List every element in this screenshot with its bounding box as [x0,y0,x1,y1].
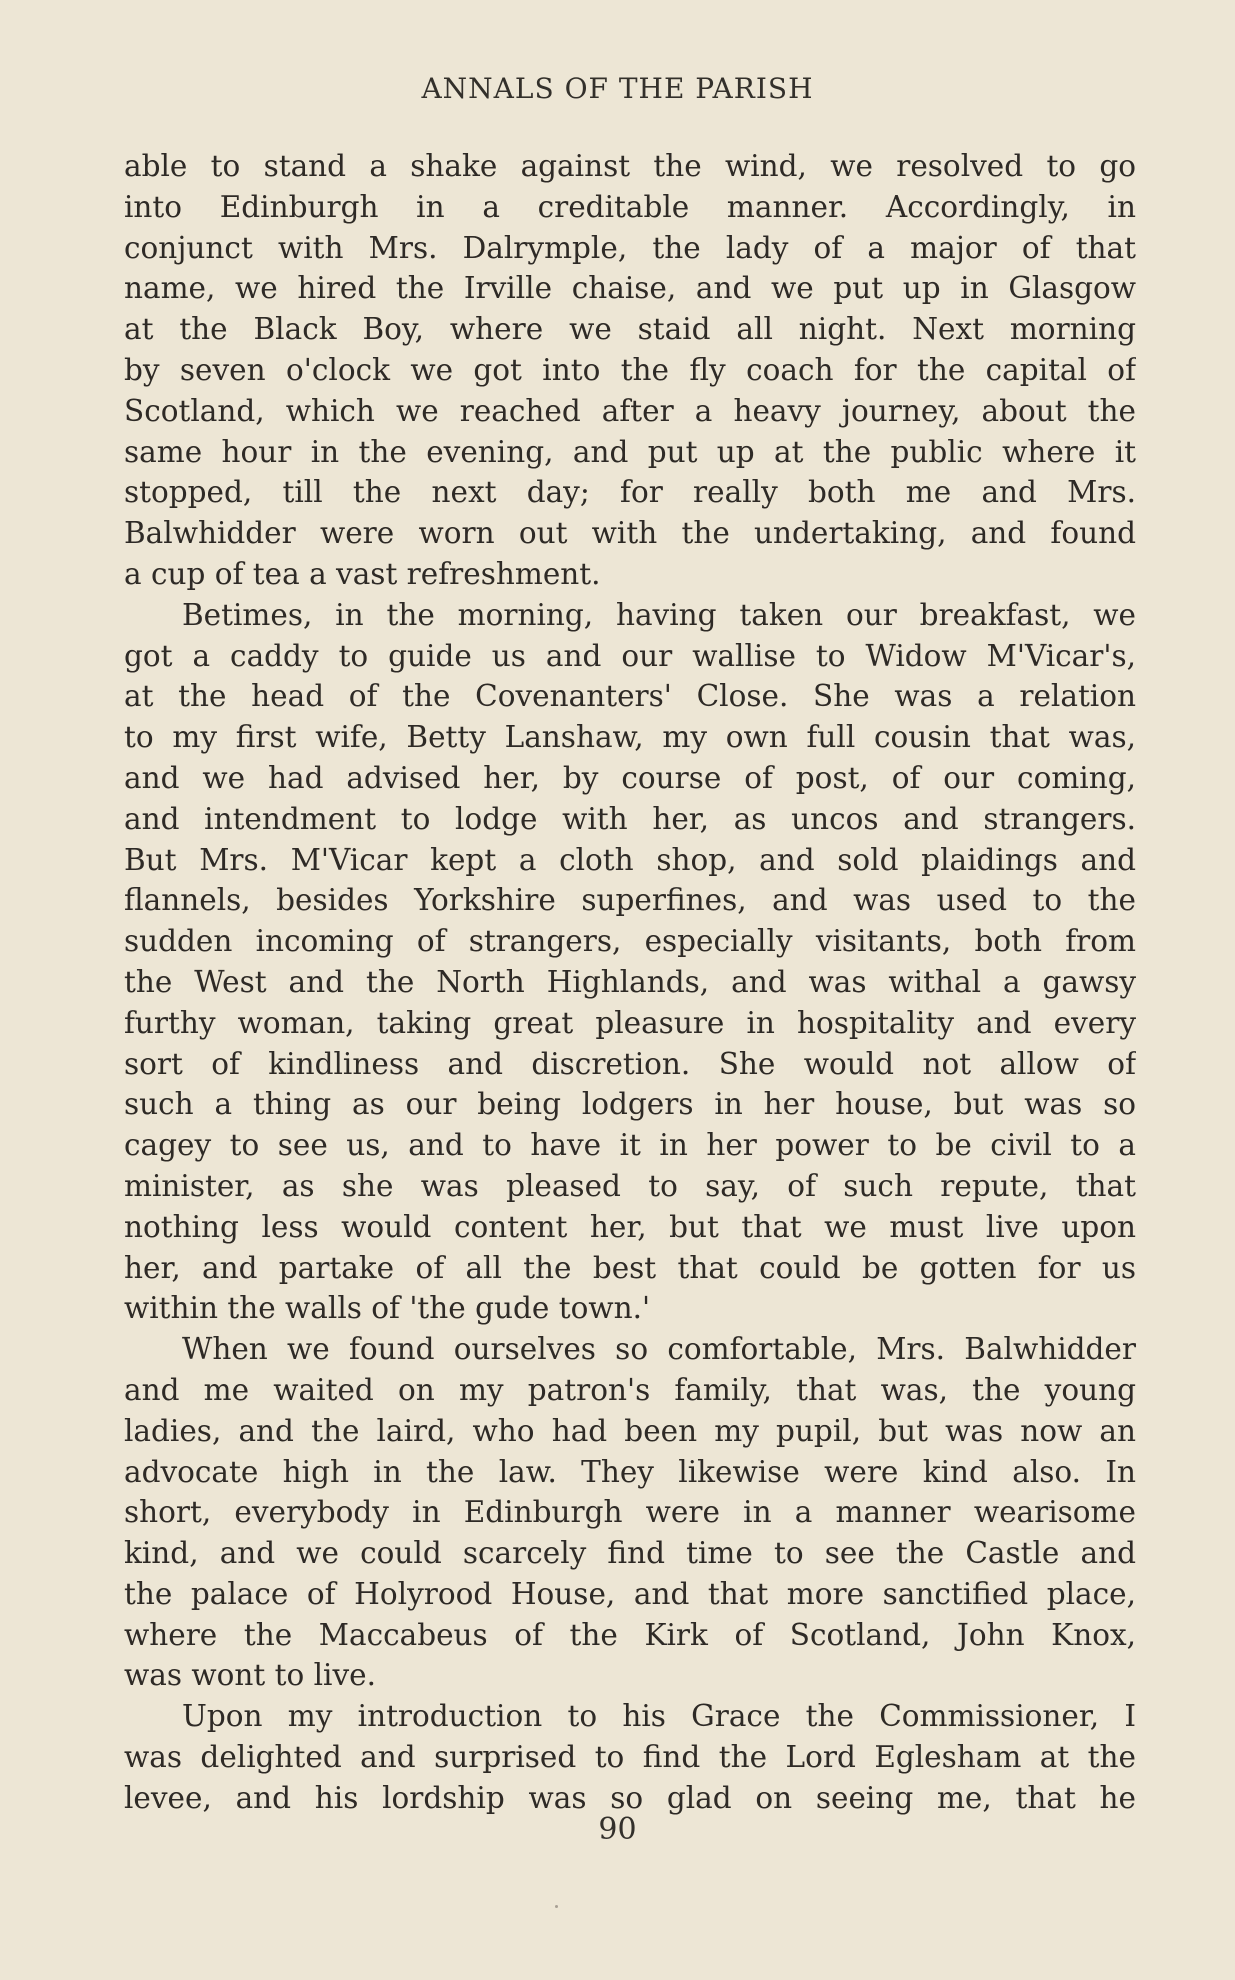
text-line: got a caddy to guide us and our wallise to Widow M'Vicar's, [124,638,1136,673]
text-line: sudden incoming of strangers, especially visitants, both from [124,924,1136,959]
text-line: name, we hired the Irville chaise, and we put up in Glasgow [124,271,1136,306]
text-line: Upon my introduction to his Grace the Commissioner, I [182,1699,1136,1734]
paper-speck [555,1905,558,1908]
text-line: and intendment to lodge with her, as uncos and strangers. [124,801,1136,836]
text-line: a cup of tea a vast refreshment. [124,556,601,591]
text-line: such a thing as our being lodgers in her house, but was so [124,1087,1136,1122]
text-line: the West and the North Highlands, and was withal a gawsy [124,964,1136,999]
text-line: the palace of Holyrood House, and that more sanctified place, [124,1576,1136,1611]
running-head: ANNALS OF THE PARISH [421,72,814,105]
text-line: minister, as she was pleased to say, of such repute, that [124,1168,1136,1203]
text-line: where the Maccabeus of the Kirk of Scotland, John Knox, [124,1617,1136,1652]
text-line: Balwhidder were worn out with the undertaking, and found [124,516,1136,551]
text-line: able to stand a shake against the wind, we resolved to go [124,149,1136,183]
text-line: furthy woman, taking great pleasure in hospitality and every [124,1005,1136,1040]
text-line: levee, and his lordship was so glad on seeing me, that he [124,1780,1136,1815]
text-line: and me waited on my patron's family, that was, the young [124,1372,1136,1407]
text-line: stopped, till the next day; for really both me and Mrs. [124,475,1136,510]
text-line: kind, and we could scarcely find time to see the Castle and [124,1536,1136,1571]
text-line: sort of kindliness and discretion. She would not allow of [124,1046,1136,1081]
text-line: same hour in the evening, and put up at the public where it [124,434,1136,469]
text-line: to my first wife, Betty Lanshaw, my own full cousin that was, [124,720,1136,755]
text-line: and we had advised her, by course of post, of our coming, [124,760,1136,795]
text-line: at the head of the Covenanters' Close. She was a relation [124,679,1136,714]
text-line: cagey to see us, and to have it in her power to be civil to a [124,1128,1136,1163]
text-line: at the Black Boy, where we staid all night. Next morning [124,312,1136,347]
text-line: into Edinburgh in a creditable manner. Accordingly, in [124,189,1136,224]
text-line: short, everybody in Edinburgh were in a manner wearisome [124,1495,1136,1530]
text-line: Betimes, in the morning, having taken our breakfast, we [182,597,1136,632]
text-line: ladies, and the laird, who had been my pupil, but was now an [124,1413,1136,1448]
text-line: was wont to live. [124,1658,376,1693]
text-line: by seven o'clock we got into the fly coach for the capital of [124,352,1136,387]
text-line: When we found ourselves so comfortable, Mrs. Balwhidder [182,1332,1136,1367]
body-text [124,146,1136,1819]
text-line: Scotland, which we reached after a heavy journey, about the [124,393,1136,428]
text-line: But Mrs. M'Vicar kept a cloth shop, and sold plaidings and [124,842,1136,877]
page-number: 90 [598,1812,637,1847]
text-line: within the walls of 'the gude town.' [124,1291,651,1326]
text-line: advocate high in the law. They likewise were kind also. In [124,1454,1136,1489]
text-line: her, and partake of all the best that could be gotten for us [124,1250,1136,1285]
text-line: flannels, besides Yorkshire superfines, and was used to the [124,883,1136,918]
text-line: nothing less would content her, but that we must live upon [124,1209,1136,1244]
text-line: conjunct with Mrs. Dalrymple, the lady of a major of that [124,230,1136,265]
text-line: was delighted and surprised to find the Lord Eglesham at the [124,1740,1136,1775]
